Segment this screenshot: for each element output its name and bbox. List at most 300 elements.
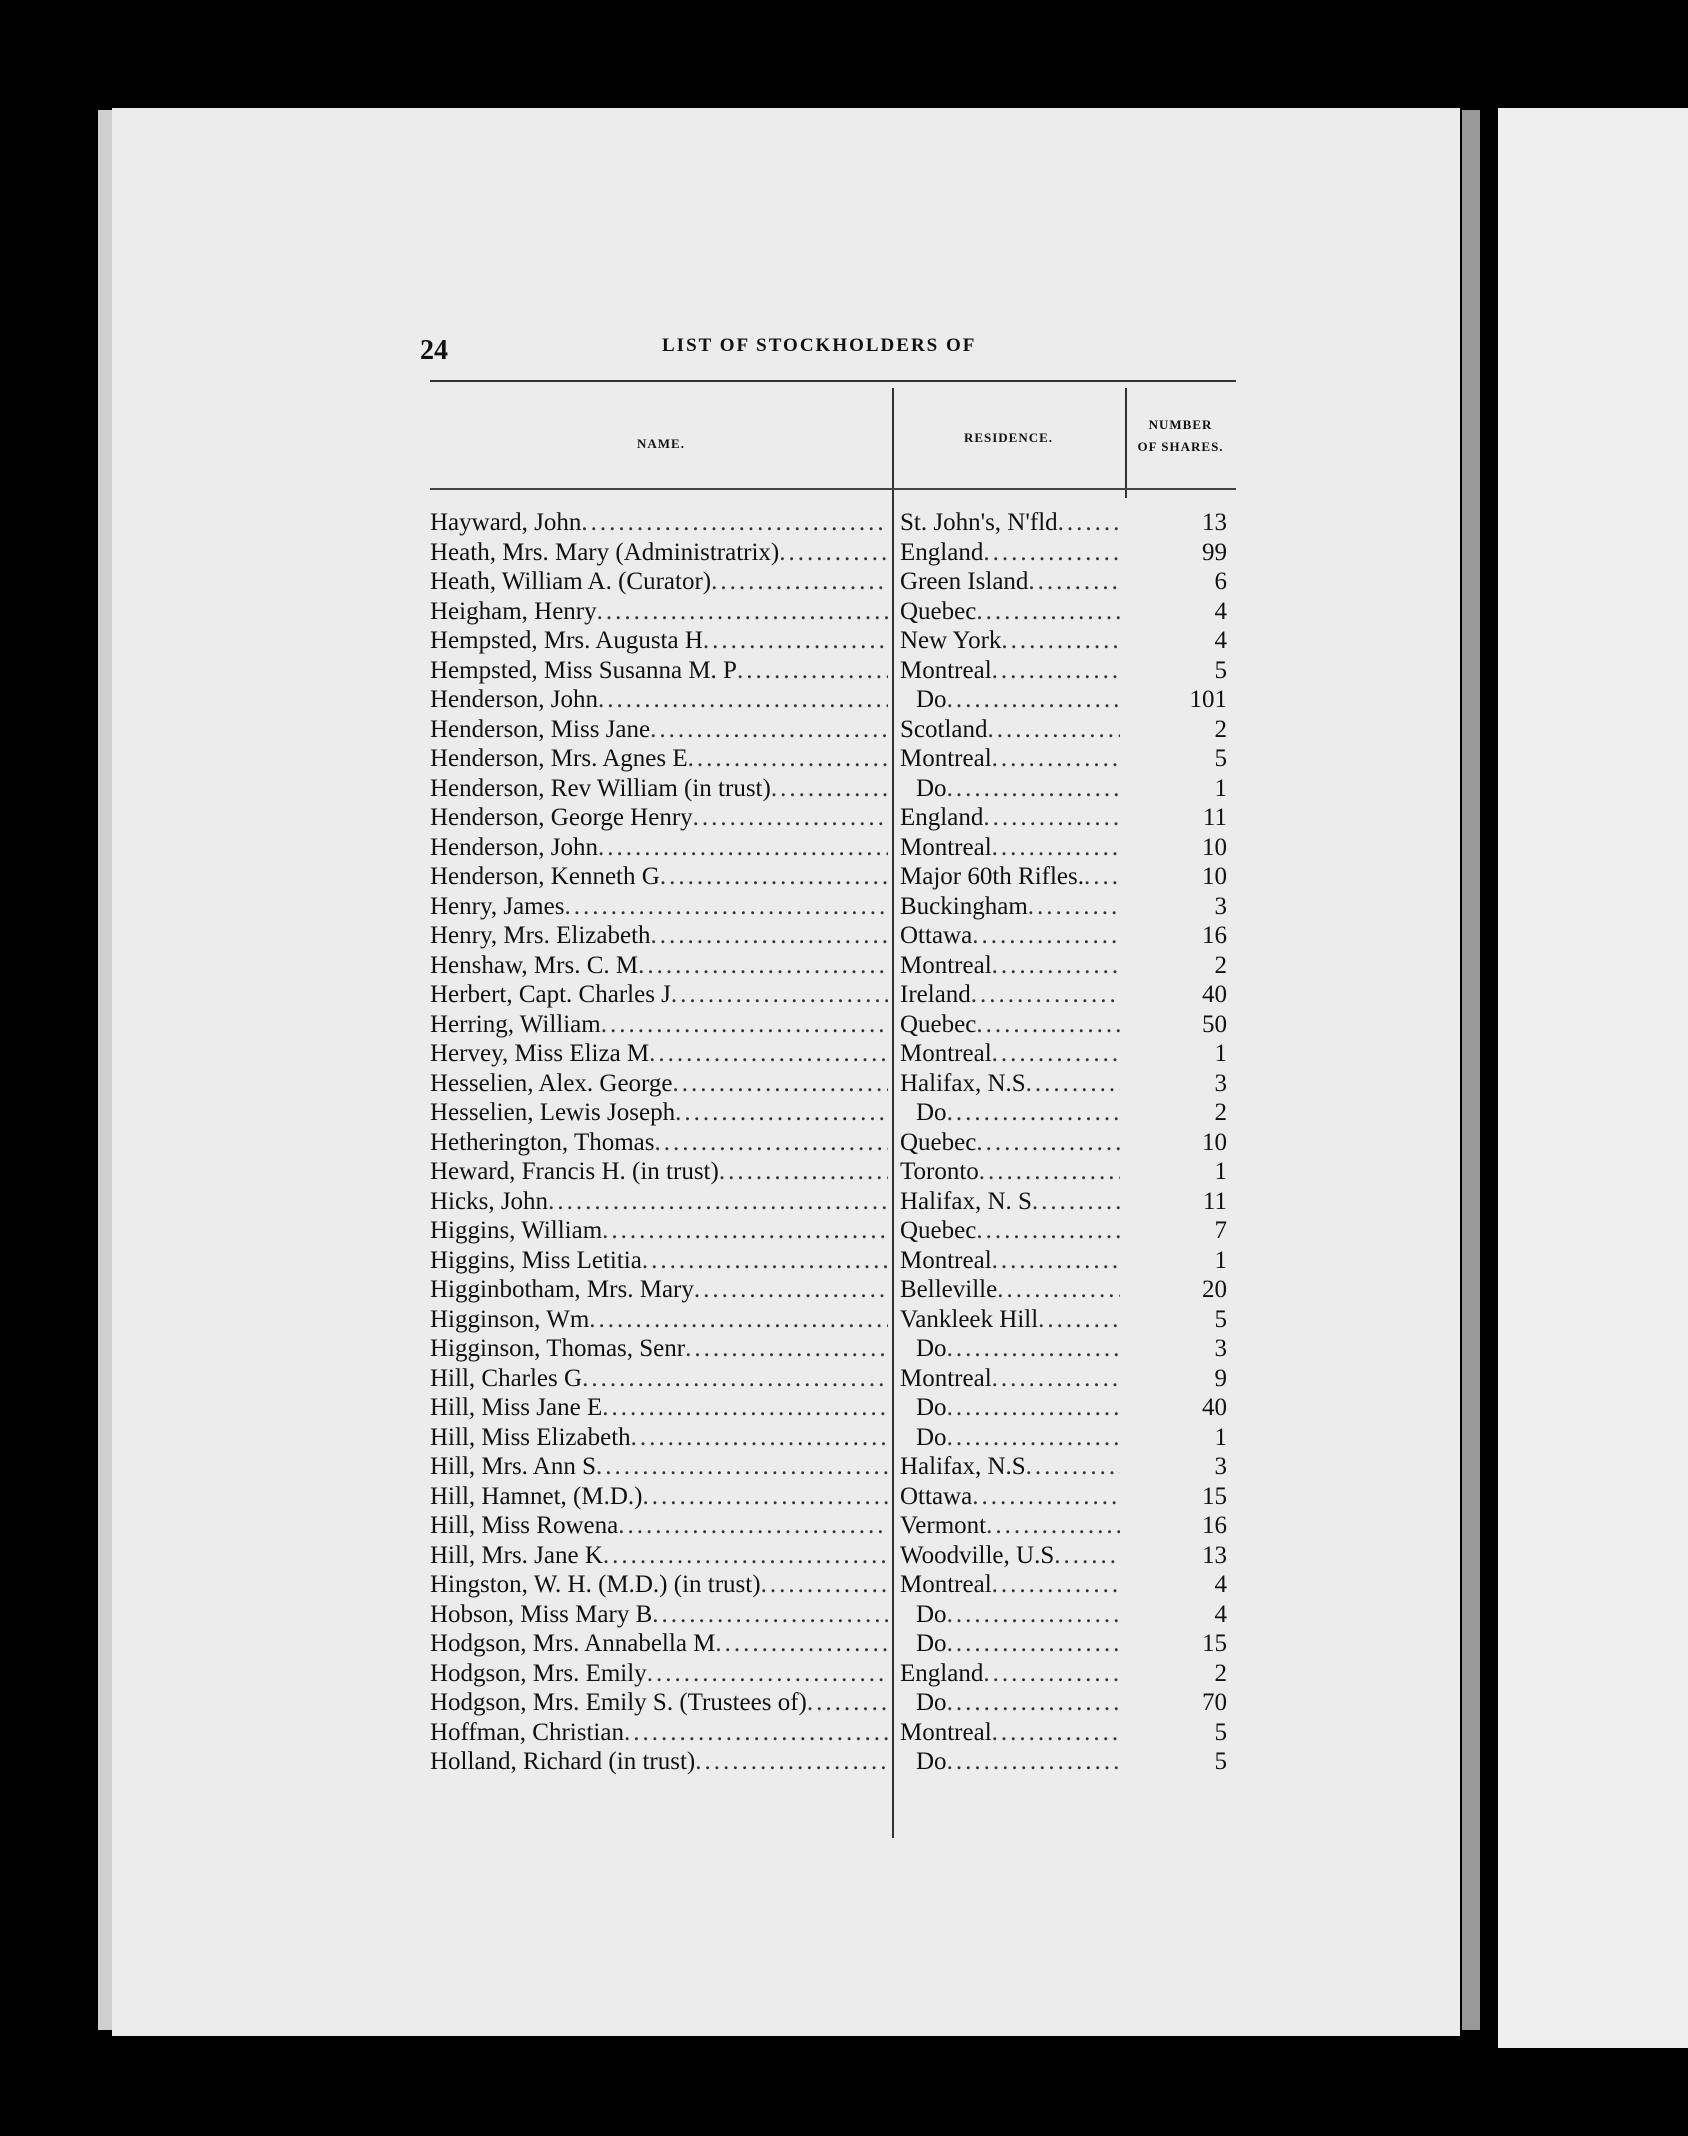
stockholder-name-cell [430, 1718, 888, 1747]
stockholder-name-cell [430, 715, 888, 744]
table-row [430, 1600, 1236, 1630]
residence-cell [900, 1364, 1120, 1393]
stockholder-name-cell [430, 1069, 888, 1098]
residence: Quebec [900, 1217, 977, 1244]
table-row [430, 538, 1236, 568]
residence: England [900, 804, 984, 831]
stockholder-name-cell [430, 1423, 888, 1452]
stockholder-name-cell [430, 1334, 888, 1363]
shares-count: 2 [1214, 951, 1227, 979]
shares-count: 1 [1214, 1246, 1227, 1274]
stockholder-name-cell [430, 1216, 888, 1245]
shares-count: 6 [1214, 568, 1227, 595]
column-header-shares [1125, 414, 1236, 458]
residence-cell [900, 567, 1120, 596]
table-row [430, 508, 1236, 538]
dot-leader [1001, 626, 1120, 655]
residence-cell [900, 685, 1120, 714]
dot-leader [979, 1157, 1120, 1186]
residence-cell [900, 921, 1120, 950]
dot-leader [947, 1629, 1120, 1658]
residence-cell [900, 951, 1120, 980]
residence-cell [900, 980, 1120, 1009]
shares-count: 1 [1214, 774, 1227, 802]
stockholder-name: Henry, Mrs. Elizabeth [430, 922, 651, 949]
stockholder-name: Henshaw, Mrs. C. M [430, 951, 639, 979]
table-row [430, 1246, 1236, 1276]
shares-count: 1 [1214, 1158, 1227, 1185]
stockholder-name: Henderson, Miss Jane [430, 715, 651, 743]
dot-leader [983, 1659, 1120, 1688]
table-row [430, 833, 1236, 863]
residence-cell [900, 1629, 1120, 1658]
stockholder-name: Holland, Richard (in trust) [430, 1748, 696, 1775]
dot-leader [638, 951, 888, 980]
residence: Montreal [900, 1246, 992, 1274]
dot-leader [631, 1423, 888, 1452]
shares-count: 20 [1202, 1276, 1227, 1303]
stockholder-name-cell [430, 1600, 888, 1629]
residence: Do [916, 1394, 947, 1421]
residence-cell [900, 1069, 1120, 1098]
residence-cell [900, 597, 1120, 626]
column-header-name: NAME. [637, 436, 685, 451]
residence: Green Island [900, 568, 1029, 595]
shares-count: 2 [1214, 1659, 1227, 1687]
residence-cell [900, 656, 1120, 685]
stockholder-name: Hill, Mrs. Jane K [430, 1541, 603, 1569]
dot-leader [971, 980, 1120, 1009]
shares-count: 99 [1202, 538, 1227, 566]
shares-count: 5 [1214, 656, 1227, 684]
dot-leader [988, 715, 1121, 744]
stockholder-name: Heath, Mrs. Mary (Administratrix) [430, 538, 780, 566]
dot-leader [807, 1688, 888, 1717]
shares-count: 15 [1202, 1482, 1227, 1510]
dot-leader [986, 1511, 1120, 1540]
dot-leader [1038, 1305, 1120, 1334]
shares-count: 3 [1214, 1335, 1227, 1362]
page-number: 24 [420, 335, 448, 366]
table-row [430, 862, 1236, 892]
residence: Ireland [900, 981, 971, 1008]
stockholder-name-cell [430, 1482, 888, 1511]
shares-count: 10 [1202, 833, 1227, 861]
dot-leader [947, 1747, 1120, 1776]
dot-leader [671, 980, 888, 1009]
residence: Woodville, U.S [900, 1541, 1055, 1569]
stockholder-name-cell [430, 803, 888, 832]
shares-count: 13 [1202, 509, 1227, 536]
table-body [430, 508, 1236, 1777]
residence-cell [900, 1187, 1120, 1216]
table-header-rule [430, 488, 1236, 490]
stockholder-name-cell [430, 1747, 888, 1776]
table-row [430, 1187, 1236, 1217]
page-header [420, 335, 1430, 375]
stockholder-name-cell [430, 833, 888, 862]
shares-count: 2 [1214, 1099, 1227, 1126]
stockholder-name: Hodgson, Mrs. Emily [430, 1659, 647, 1687]
table-row [430, 597, 1236, 627]
shares-count: 16 [1202, 922, 1227, 949]
residence-cell [900, 1541, 1120, 1570]
dot-leader [1054, 1541, 1120, 1570]
residence-cell [900, 1511, 1120, 1540]
dot-leader [602, 1393, 888, 1422]
table-row [430, 1423, 1236, 1453]
stockholder-name: Hempsted, Mrs. Augusta H [430, 627, 703, 654]
facing-page-edge [1498, 108, 1688, 2048]
dot-leader [947, 1393, 1120, 1422]
dot-leader [598, 833, 888, 862]
stockholder-name-cell [430, 1364, 888, 1393]
dot-leader [992, 1246, 1120, 1275]
stockholder-name-cell [430, 685, 888, 714]
residence-cell [900, 1659, 1120, 1688]
dot-leader [992, 656, 1120, 685]
residence: Do [916, 1689, 947, 1716]
table-row [430, 1718, 1236, 1748]
table-row [430, 1275, 1236, 1305]
dot-leader [997, 1275, 1120, 1304]
dot-leader [603, 1541, 888, 1570]
stockholder-name-cell [430, 1246, 888, 1275]
running-head: LIST OF STOCKHOLDERS OF [662, 335, 977, 356]
column-header-residence: RESIDENCE. [963, 430, 1054, 445]
dot-leader [649, 1039, 888, 1068]
table-row [430, 685, 1236, 715]
table-top-rule [430, 380, 1236, 382]
stockholder-name: Henderson, George Henry [430, 804, 693, 831]
residence: Quebec [900, 597, 977, 625]
table-row [430, 1452, 1236, 1482]
dot-leader [771, 774, 888, 803]
dot-leader [1026, 1452, 1120, 1481]
shares-count: 101 [1189, 686, 1227, 713]
dot-leader [693, 803, 888, 832]
residence-cell [900, 803, 1120, 832]
stockholder-name: Henderson, Rev William (in trust) [430, 774, 771, 802]
shares-count: 4 [1214, 1571, 1227, 1598]
residence-cell [900, 1482, 1120, 1511]
dot-leader [1058, 508, 1120, 537]
shares-count: 11 [1202, 1187, 1227, 1215]
residence: Quebec [900, 1010, 977, 1038]
residence: Do [916, 774, 947, 802]
residence: Vankleek Hill [900, 1305, 1039, 1333]
shares-count: 40 [1202, 981, 1227, 1008]
dot-leader [779, 538, 888, 567]
residence: Do [916, 1630, 947, 1657]
stockholder-name: Hill, Mrs. Ann S [430, 1453, 597, 1480]
stockholder-name: Heath, William A. (Curator) [430, 568, 712, 595]
table-row [430, 1747, 1236, 1777]
stockholder-name-cell [430, 1570, 888, 1599]
dot-leader [598, 685, 888, 714]
dot-leader [737, 656, 888, 685]
residence: Quebec [900, 1128, 977, 1156]
dot-leader [660, 862, 888, 891]
dot-leader [647, 1659, 888, 1688]
shares-count: 7 [1214, 1217, 1227, 1244]
stockholder-name-cell [430, 597, 888, 626]
residence: Ottawa [900, 1482, 973, 1510]
table-row [430, 1098, 1236, 1128]
residence-cell [900, 744, 1120, 773]
residence-cell [900, 1423, 1120, 1452]
dot-leader [992, 1364, 1120, 1393]
table-row [430, 1629, 1236, 1659]
stockholder-name: Higgins, William [430, 1217, 603, 1244]
residence-cell [900, 1305, 1120, 1334]
residence-cell [900, 1452, 1120, 1481]
table-row [430, 951, 1236, 981]
table-row [430, 1688, 1236, 1718]
dot-leader [1028, 892, 1120, 921]
residence: Ottawa [900, 922, 973, 949]
stockholder-name: Henderson, Kenneth G [430, 863, 660, 890]
stockholder-name-cell [430, 980, 888, 1009]
column-header-shares-line1: NUMBER [1148, 417, 1213, 432]
table-row [430, 1157, 1236, 1187]
stockholder-name: Hervey, Miss Eliza M [430, 1040, 650, 1067]
table-row [430, 1659, 1236, 1689]
table-row [430, 1570, 1236, 1600]
dot-leader [947, 685, 1120, 714]
dot-leader [976, 1128, 1120, 1157]
residence: Belleville [900, 1276, 998, 1303]
stockholder-name: Hesselien, Alex. George [430, 1069, 673, 1097]
table-row [430, 921, 1236, 951]
dot-leader [761, 1570, 888, 1599]
residence: Toronto [900, 1158, 979, 1185]
shares-count: 1 [1214, 1423, 1227, 1451]
stockholder-name-cell [430, 1039, 888, 1068]
dot-leader [976, 1216, 1120, 1245]
dot-leader [972, 921, 1120, 950]
shares-count: 3 [1214, 892, 1227, 920]
dot-leader [1084, 862, 1120, 891]
residence-cell [900, 833, 1120, 862]
table-row [430, 1364, 1236, 1394]
dot-leader [651, 921, 888, 950]
stockholder-name-cell [430, 1511, 888, 1540]
shares-count: 16 [1202, 1512, 1227, 1539]
dot-leader [992, 833, 1120, 862]
residence-cell [900, 1039, 1120, 1068]
dot-leader [685, 1334, 888, 1363]
dot-leader [976, 597, 1120, 626]
column-header-shares-line2: OF SHARES. [1137, 439, 1224, 454]
dot-leader [624, 1718, 888, 1747]
stockholder-name: Hayward, John [430, 509, 582, 536]
dot-leader [618, 1511, 888, 1540]
residence: St. John's, N'fld [900, 509, 1058, 536]
stockholder-name: Hodgson, Mrs. Annabella M [430, 1630, 716, 1657]
stockholder-name: Heward, Francis H. (in trust) [430, 1158, 719, 1185]
stockholder-name-cell [430, 892, 888, 921]
table-row [430, 1393, 1236, 1423]
stockholder-name: Henderson, John [430, 686, 599, 713]
dot-leader [947, 774, 1120, 803]
shares-count: 3 [1214, 1069, 1227, 1097]
residence: Do [916, 1099, 947, 1126]
stockholder-name-cell [430, 921, 888, 950]
residence-cell [900, 538, 1120, 567]
stockholder-name: Higginson, Thomas, Senr [430, 1335, 686, 1362]
table-row [430, 715, 1236, 745]
stockholder-name: Hill, Miss Rowena [430, 1512, 619, 1539]
table-row [430, 1069, 1236, 1099]
stockholder-name: Hobson, Miss Mary B [430, 1600, 653, 1628]
shares-count: 15 [1202, 1630, 1227, 1657]
shares-count: 50 [1202, 1010, 1227, 1038]
residence-cell [900, 1570, 1120, 1599]
residence-cell [900, 1157, 1120, 1186]
dot-leader [983, 538, 1120, 567]
dot-leader [983, 803, 1120, 832]
residence-cell [900, 1747, 1120, 1776]
table-row [430, 892, 1236, 922]
stockholder-name: Hicks, John [430, 1187, 549, 1215]
residence-cell [900, 774, 1120, 803]
shares-count: 5 [1214, 1748, 1227, 1775]
table-row [430, 1334, 1236, 1364]
table-row [430, 567, 1236, 597]
table-row [430, 656, 1236, 686]
dot-leader [992, 1039, 1120, 1068]
dot-leader [548, 1187, 888, 1216]
stockholder-name: Hill, Miss Jane E [430, 1394, 603, 1421]
residence: Do [916, 1335, 947, 1362]
stockholder-name: Hill, Charles G [430, 1364, 583, 1392]
residence: England [900, 1659, 984, 1687]
residence: Halifax, N.S [900, 1453, 1026, 1480]
page-edge-right [1462, 110, 1480, 2030]
dot-leader [703, 626, 888, 655]
stockholder-name-cell [430, 656, 888, 685]
shares-count: 5 [1214, 1305, 1227, 1333]
stockholder-name: Hodgson, Mrs. Emily S. (Trustees of) [430, 1689, 807, 1716]
residence-cell [900, 508, 1120, 537]
stockholder-name: Hempsted, Miss Susanna M. P [430, 656, 737, 684]
residence-cell [900, 862, 1120, 891]
table-row [430, 744, 1236, 774]
stockholder-name: Hill, Hamnet, (M.D.) [430, 1482, 643, 1510]
shares-count: 10 [1202, 863, 1227, 890]
residence-cell [900, 1718, 1120, 1747]
table-row [430, 1541, 1236, 1571]
stockholder-name-cell [430, 774, 888, 803]
stockholder-name: Hill, Miss Elizabeth [430, 1423, 631, 1451]
stockholder-name: Herbert, Capt. Charles J [430, 981, 671, 1008]
residence-cell [900, 1393, 1120, 1422]
residence: Do [916, 686, 947, 713]
shares-count: 40 [1202, 1394, 1227, 1421]
dot-leader [947, 1688, 1120, 1717]
stockholder-name-cell [430, 1128, 888, 1157]
dot-leader [650, 715, 888, 744]
stockholder-name: Henderson, John [430, 833, 599, 861]
residence-cell [900, 892, 1120, 921]
residence: Montreal [900, 1364, 992, 1392]
stockholder-name-cell [430, 508, 888, 537]
residence: Do [916, 1423, 947, 1451]
stockholder-name: Hingston, W. H. (M.D.) (in trust) [430, 1571, 761, 1598]
residence-cell [900, 715, 1120, 744]
table-row [430, 1128, 1236, 1158]
shares-count: 4 [1214, 597, 1227, 625]
table-row [430, 1511, 1236, 1541]
dot-leader [1026, 1069, 1120, 1098]
stockholder-name-cell [430, 862, 888, 891]
stockholder-name-cell [430, 1010, 888, 1039]
table-row [430, 1305, 1236, 1335]
stockholder-name-cell [430, 951, 888, 980]
dot-leader [719, 1157, 888, 1186]
residence-cell [900, 1010, 1120, 1039]
dot-leader [688, 744, 888, 773]
dot-leader [947, 1600, 1120, 1629]
dot-leader [694, 1275, 888, 1304]
residence-cell [900, 1098, 1120, 1127]
residence-cell [900, 1334, 1120, 1363]
residence: Major 60th Rifles. [900, 863, 1085, 890]
stockholder-name-cell [430, 1688, 888, 1717]
stockholder-name: Higgins, Miss Letitia [430, 1246, 642, 1274]
dot-leader [673, 1069, 888, 1098]
shares-count: 5 [1214, 745, 1227, 772]
residence: Buckingham [900, 892, 1028, 920]
residence: England [900, 538, 984, 566]
stockholder-name-cell [430, 1393, 888, 1422]
dot-leader [715, 1629, 888, 1658]
shares-count: 70 [1202, 1689, 1227, 1716]
shares-count: 9 [1214, 1364, 1227, 1392]
dot-leader [589, 1305, 888, 1334]
shares-count: 13 [1202, 1541, 1227, 1569]
stockholder-name-cell [430, 1098, 888, 1127]
stockholder-name: Heigham, Henry [430, 597, 597, 625]
stockholder-name: Henderson, Mrs. Agnes E [430, 745, 688, 772]
dot-leader [976, 1010, 1120, 1039]
stockholder-name: Herring, William [430, 1010, 601, 1038]
stockholder-name-cell [430, 1452, 888, 1481]
residence-cell [900, 1128, 1120, 1157]
dot-leader [655, 1128, 889, 1157]
stockholder-name-cell [430, 1659, 888, 1688]
stockholder-name-cell [430, 1275, 888, 1304]
residence-cell [900, 1688, 1120, 1717]
dot-leader [597, 597, 888, 626]
dot-leader [596, 1452, 888, 1481]
dot-leader [601, 1010, 888, 1039]
residence: Do [916, 1600, 947, 1628]
table-row [430, 774, 1236, 804]
stockholder-name-cell [430, 1541, 888, 1570]
shares-count: 11 [1202, 804, 1227, 831]
residence-cell [900, 1600, 1120, 1629]
dot-leader [711, 567, 888, 596]
shares-count: 3 [1214, 1453, 1227, 1480]
residence: Montreal [900, 745, 992, 772]
dot-leader [972, 1482, 1120, 1511]
stockholder-name: Henry, James [430, 892, 565, 920]
shares-count: 10 [1202, 1128, 1227, 1156]
residence: Montreal [900, 1571, 992, 1598]
dot-leader [675, 1098, 888, 1127]
